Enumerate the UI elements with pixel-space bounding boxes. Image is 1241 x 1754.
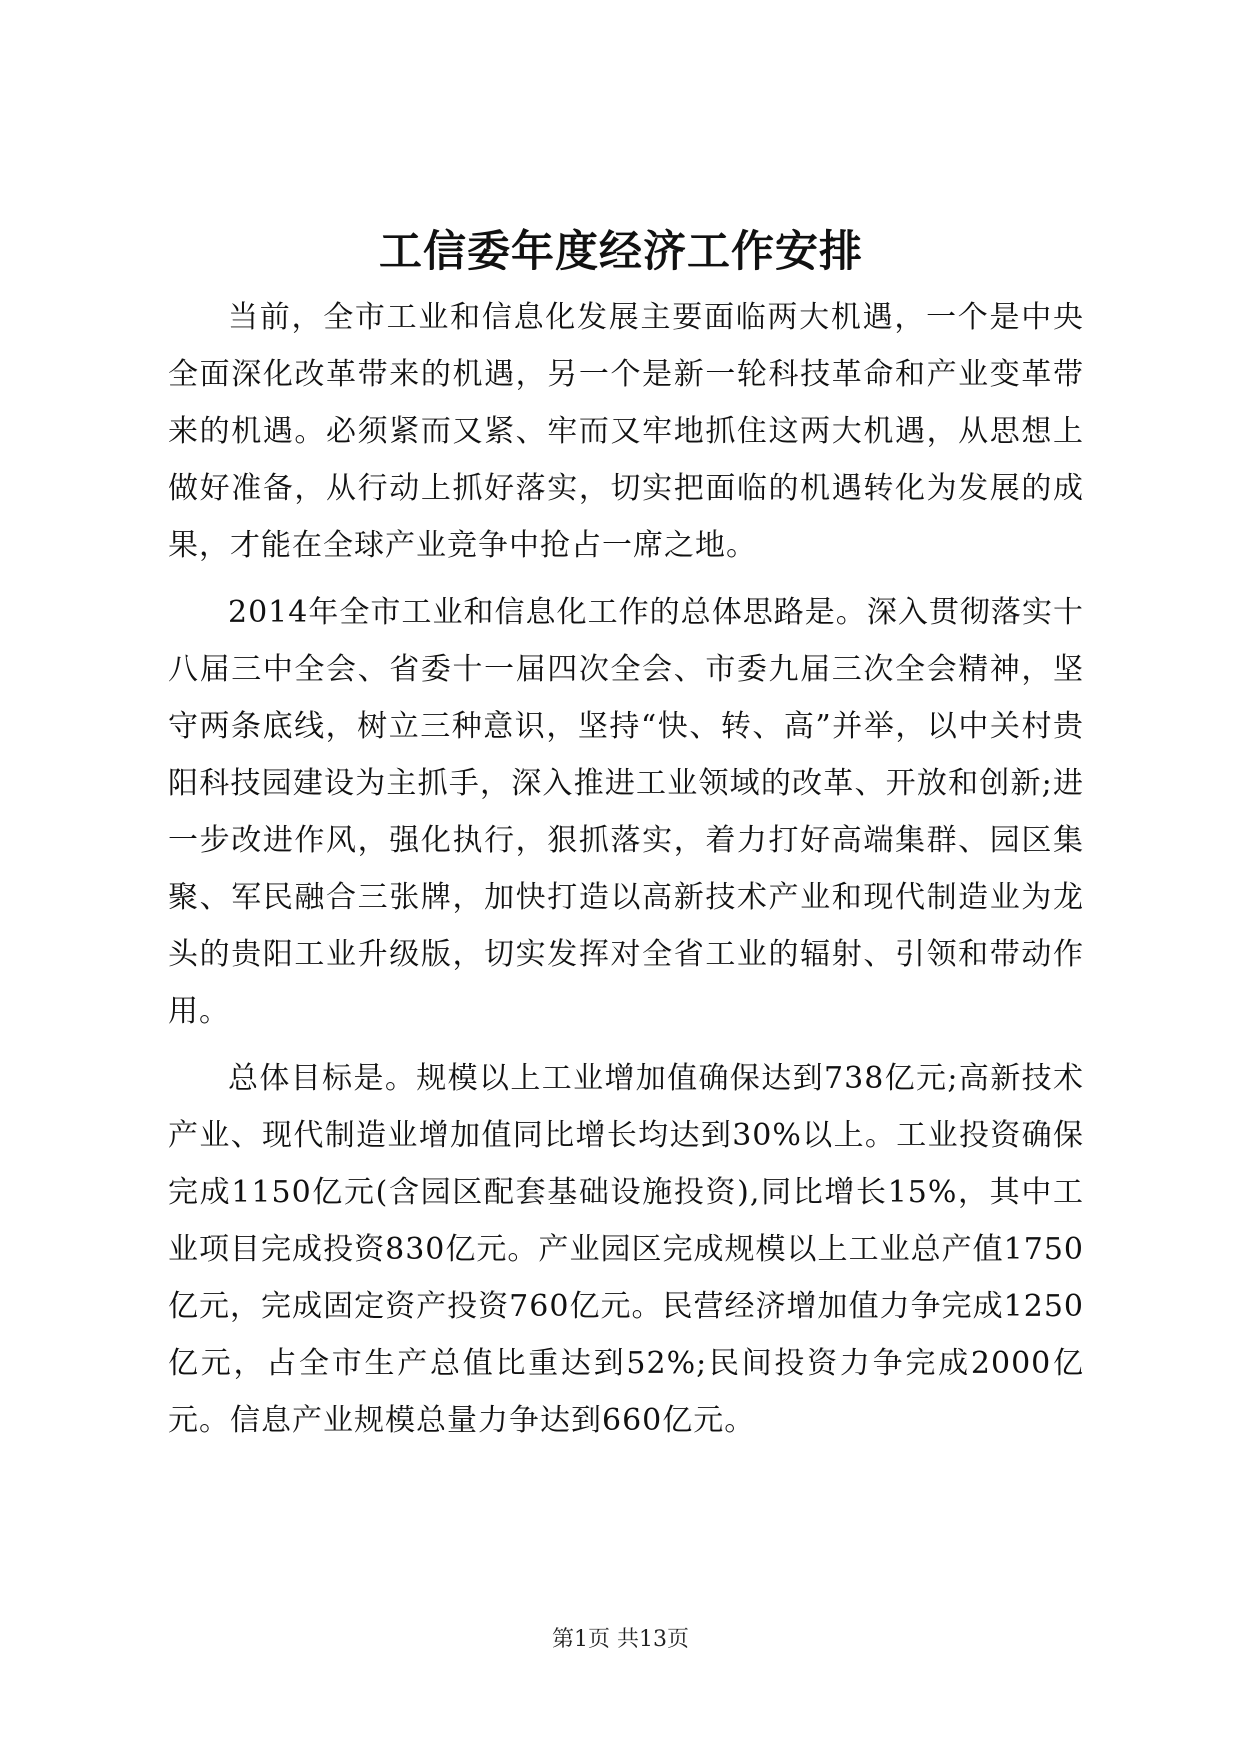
page-footer: 第1页 共13页	[552, 1627, 689, 1652]
document-title: 工信委年度经济工作安排	[379, 227, 863, 277]
paragraph-1: 当前，全市工业和信息化发展主要面临两大机遇，一个是中央全面深化改革带来的机遇，另一个是新一轮科技革命和产业变革带来的机遇。必须紧而又紧、牢而又牢地抓住这两大机遇，从思想上做好准备，从行动上抓好落实，切实把面临的机遇转化为发展的成果，才能在全球产业竞争中抢占一席之地。	[168, 300, 1084, 563]
paragraph-3: 总体目标是。规模以上工业增加值确保达到738亿元;高新技术产业、现代制造业增加值同比增长均达到30%以上。工业投资确保完成1150亿元(含园区配套基础设施投资),同比增长15%，其中工业项目完成投资830亿元。产业园区完成规模以上工业总产值1750亿元，完成固定资产投资760亿元。民营经济增加值力争完成1250亿元，占全市生产总值比重达到52%;民间投资力争完成2000亿元。信息产业规模总量力争达到660亿元。	[168, 1061, 1084, 1438]
paragraph-2: 2014年全市工业和信息化工作的总体思路是。深入贯彻落实十八届三中全会、省委十一届四次全会、市委九届三次全会精神，坚守两条底线，树立三种意识，坚持“快、转、高”并举，以中关村贵阳科技园建设为主抓手，深入推进工业领域的改革、开放和创新;进一步改进作风，强化执行，狠抓落实，着力打好高端集群、园区集聚、军民融合三张牌，加快打造以高新技术产业和现代制造业为龙头的贵阳工业升级版，切实发挥对全省工业的辐射、引领和带动作用。	[168, 595, 1084, 1029]
document-body	[168, 289, 1084, 1449]
